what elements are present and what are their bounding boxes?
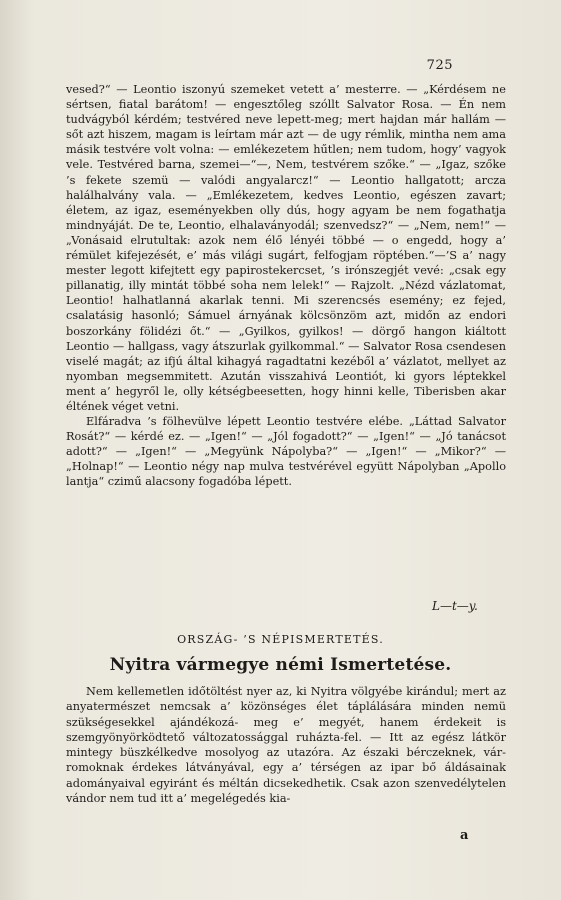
author-signature: L—t—y.	[432, 599, 478, 613]
article-text	[66, 684, 506, 806]
page-number: 725	[426, 58, 453, 73]
story-paragraph: Elfáradva ’s fölhevülve lépett Leontio testvére elébe. „Láttad Salvator Rosát?“ — kérdé ez. — „Igen!“ — „Jól fogadott?“ — „Igen!“ — „Jó tanácsot adott?“ — „Igen!“ — „Megyünk Nápolyba?“ — „Igen!“ — „Mikor?“ — „Holnap!“ — Leontio négy nap mulva testvérével együtt Nápolyban „Apollo lantja“ czimű alacsony fogadóba lépett.	[66, 415, 506, 489]
story-text	[66, 82, 506, 490]
story-paragraph: vesed?“ — Leontio iszonyú szemeket vetett a’ mesterre. — „Kérdésem ne sértsen, fiatal barátom! — engesztőleg szóllt Salvator Rosa. — Én nem tudvágyból kérdém; testvéred neve lepett-meg; mert hajdan már hallám — sőt azt hiszem, magam is leírtam már azt — de ugy rémlik, mintha nem ama másik testvére volt volna: — emlékezetem hűtlen; nem tudom, hogy’ vagyok vele. Testvéred barna, szemei—“—, Nem, testvérem szőke.“ — „Igaz, szőke ’s fekete szemü — valódi angyalarcz!“ — Leontio hallgatott; arcza halálhalvány vala. — „Emlékezetem, kedves Leontio, egészen zavart; életem, az igaz, eseményekben olly dús, hogy agyam be nem fogathatja mindnyáját. De te, Leontio, elhalaványodál; szenvedsz?“ — „Nem, nem!“ — „Vonásaid elrutultak: azok nem élő lényéi többé — o engedd, hogy a’ rémület kifejezését, e’ más világi sugárt, felfogjam röptében.“—’S a’ nagy mester legott kifejtett egy papirostekercset, ’s irónszegjét vevé: „csak egy pillanatig, illy mintát többé soha nem lelek!“ — Rajzolt. „Nézd vázlatomat, Leontio! halhatlanná akarlak tenni. Mi szerencsés esemény; ez fejed, csalatásig hasonló; Sámuel árnyának kölcsönzöm azt, midőn az endori boszorkány fölidézi őt.“ — „Gyilkos, gyilkos! — dörgő hangon kiáltott Leontio — hallgass, vagy átszurlak gyilkommal.“ — Salvator Rosa csendesen viselé magát; az ifjú által kihagyá ragadtatni kezéből a’ vázlatot, mellyet az nyomban megsemmitett. Azután visszahivá Leontiót, ki gyors léptekkel ment a’ hegyről le, olly kétségbeesetten, hogy hinni kelle, Tiberisben akar éltének véget vetni.	[66, 83, 506, 413]
article-title: Nyitra vármegye némi Ismertetése.	[109, 655, 452, 675]
article-paragraph: Nem kellemetlen időtöltést nyer az, ki Nyitra völgyébe kirándul; mert az anyatermészet nemcsak a’ közönséges élet táplálására minden nemü szükségesekkel ajándékozá- meg e’ megyét, hanem érdekeit is szemgyönyörködtető változatossággal ruházta-fel. — Itt az egész látkör mintegy büszkélkedve mosolyog az utazóra. Az északi bérczeknek, vár-romoknak érdekes látványával, egy a’ térségen az ipar bő áldásainak adományaival egyiránt és méltán dicsekedhetik. Csak azon szenvedélytelen vándor nem tud itt a’ megelégedés kia-	[66, 685, 506, 806]
printer-signature-mark: a	[460, 828, 469, 843]
section-heading: ORSZÁG- ’S NÉPISMERTETÉS.	[177, 633, 384, 646]
